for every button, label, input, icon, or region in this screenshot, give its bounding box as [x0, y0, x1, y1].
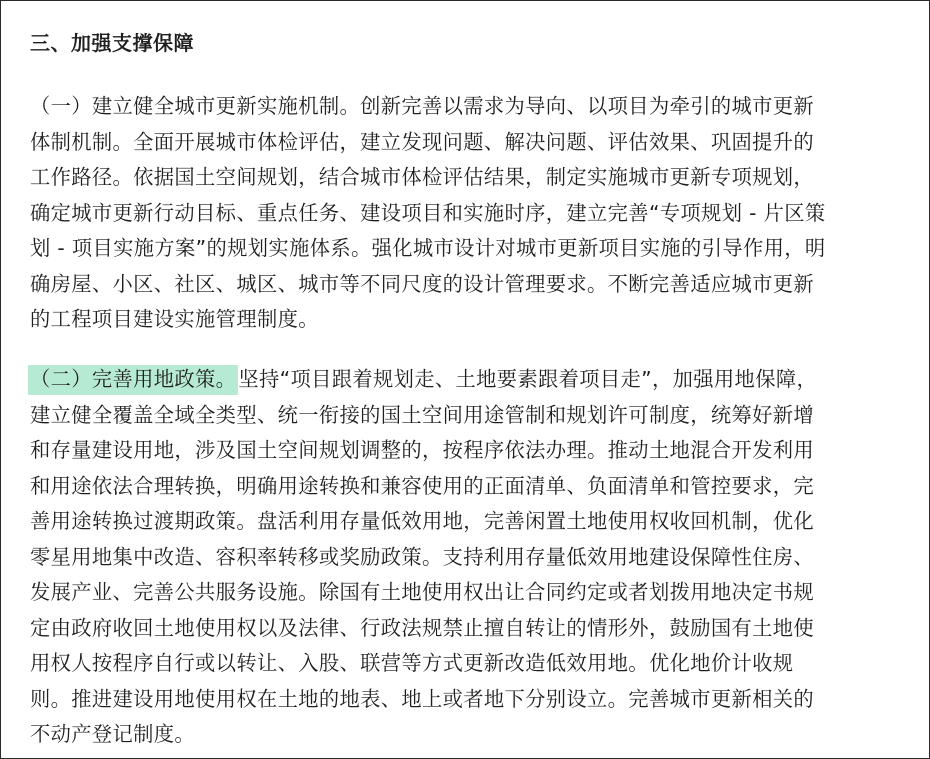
paragraph-line: （一）建立健全城市更新实施机制。创新完善以需求为导向、以项目为牵引的城市更新	[30, 94, 814, 118]
paragraph-land-policy	[30, 362, 817, 753]
paragraph-line: 用权人按程序自行或以转让、入股、联营等方式更新改造低效用地。优化地价计收规	[30, 651, 794, 675]
paragraph-line: 建立健全覆盖全域全类型、统一衔接的国土空间用途管制和规划许可制度，统筹好新增	[30, 402, 814, 427]
paragraph-line: 不动产登记制度。	[30, 722, 196, 746]
section-heading: 三、加强支撑保障	[30, 31, 194, 55]
paragraph-line: 确房屋、小区、社区、城区、城市等不同尺度的设计管理要求。不断完善适应城市更新	[30, 271, 814, 296]
paragraph-line: 体制机制。全面开展城市体检评估，建立发现问题、解决问题、评估效果、巩固提升的	[30, 129, 814, 154]
paragraph-line: 划 - 项目实施方案”的规划实施体系。强化城市设计对城市更新项目实施的引导作用，明	[30, 236, 826, 260]
paragraph-line: 工作路径。依据国土空间规划，结合城市体检评估结果，制定实施城市更新专项规划，	[30, 165, 814, 189]
paragraph-line: 和存量建设用地，涉及国土空间规划调整的，按程序依法办理。推动土地混合开发利用	[30, 438, 814, 462]
paragraph-line: 则。推进建设用地使用权在土地的地表、地上或者地下分别设立。完善城市更新相关的	[30, 686, 814, 711]
paragraph-line: 零星用地集中改造、容积率转移或奖励政策。支持利用存量低效用地建设保障性住房、	[30, 544, 814, 569]
paragraph-line: 发展产业、完善公共服务设施。除国有土地使用权出让合同约定或者划拨用地决定书规	[30, 580, 814, 604]
paragraph-implementation-mechanism	[30, 89, 825, 338]
paragraph-line: 定由政府收回土地使用权以及法律、行政法规禁止擅自转让的情形外，鼓励国有土地使	[30, 615, 814, 640]
paragraph-line: 的工程项目建设实施管理制度。	[30, 307, 319, 331]
highlighted-subheading: （二）完善用地政策。	[28, 365, 238, 395]
paragraph-line: 善用途转换过渡期政策。盘活利用存量低效用地，完善闲置土地使用权收回机制，优化	[30, 509, 814, 533]
paragraph-line: 确定城市更新行动目标、重点任务、建设项目和实施时序，建立完善“专项规划 - 片区策	[30, 200, 826, 225]
paragraph-first-line	[30, 362, 817, 398]
paragraph-line-rest: 坚持“项目跟着规划走、土地要素跟着项目走”，加强用地保障，	[238, 367, 818, 391]
paragraph-line: 和用途依法合理转换，明确用途转换和兼容使用的正面清单、负面清单和管控要求，完	[30, 473, 814, 498]
